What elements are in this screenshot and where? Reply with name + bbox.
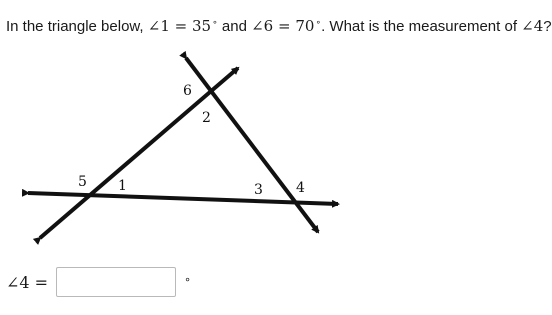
answer-input[interactable]	[56, 267, 176, 297]
angle-6-symbol: ∠6	[251, 17, 274, 35]
question-and: and	[217, 18, 252, 35]
angle-label-2: 2	[202, 110, 211, 126]
question-ask: . What is the measurement of	[321, 18, 522, 35]
question-end: ?	[543, 18, 552, 35]
angle-label-4: 4	[296, 180, 305, 196]
angle-6-equals: = 70	[273, 17, 315, 35]
angle-label-3: 3	[254, 182, 263, 198]
angle-6-degree: ∘	[315, 17, 322, 27]
angle-1-degree: ∘	[212, 17, 218, 27]
answer-row	[6, 265, 191, 299]
angle-label-6: 6	[183, 83, 192, 99]
angle-label-1: 1	[118, 178, 127, 194]
target-angle-symbol: ∠4	[521, 17, 544, 35]
angle-1-equals: = 35	[169, 17, 212, 35]
angle-1-symbol: ∠1	[147, 17, 170, 35]
question-prefix: In the triangle below,	[6, 18, 148, 35]
left-rising-line	[40, 68, 238, 238]
answer-label: ∠4 =	[6, 272, 49, 292]
right-descending-line	[186, 58, 318, 232]
angle-label-5: 5	[78, 174, 87, 190]
answer-degree-unit: ∘	[184, 273, 191, 286]
